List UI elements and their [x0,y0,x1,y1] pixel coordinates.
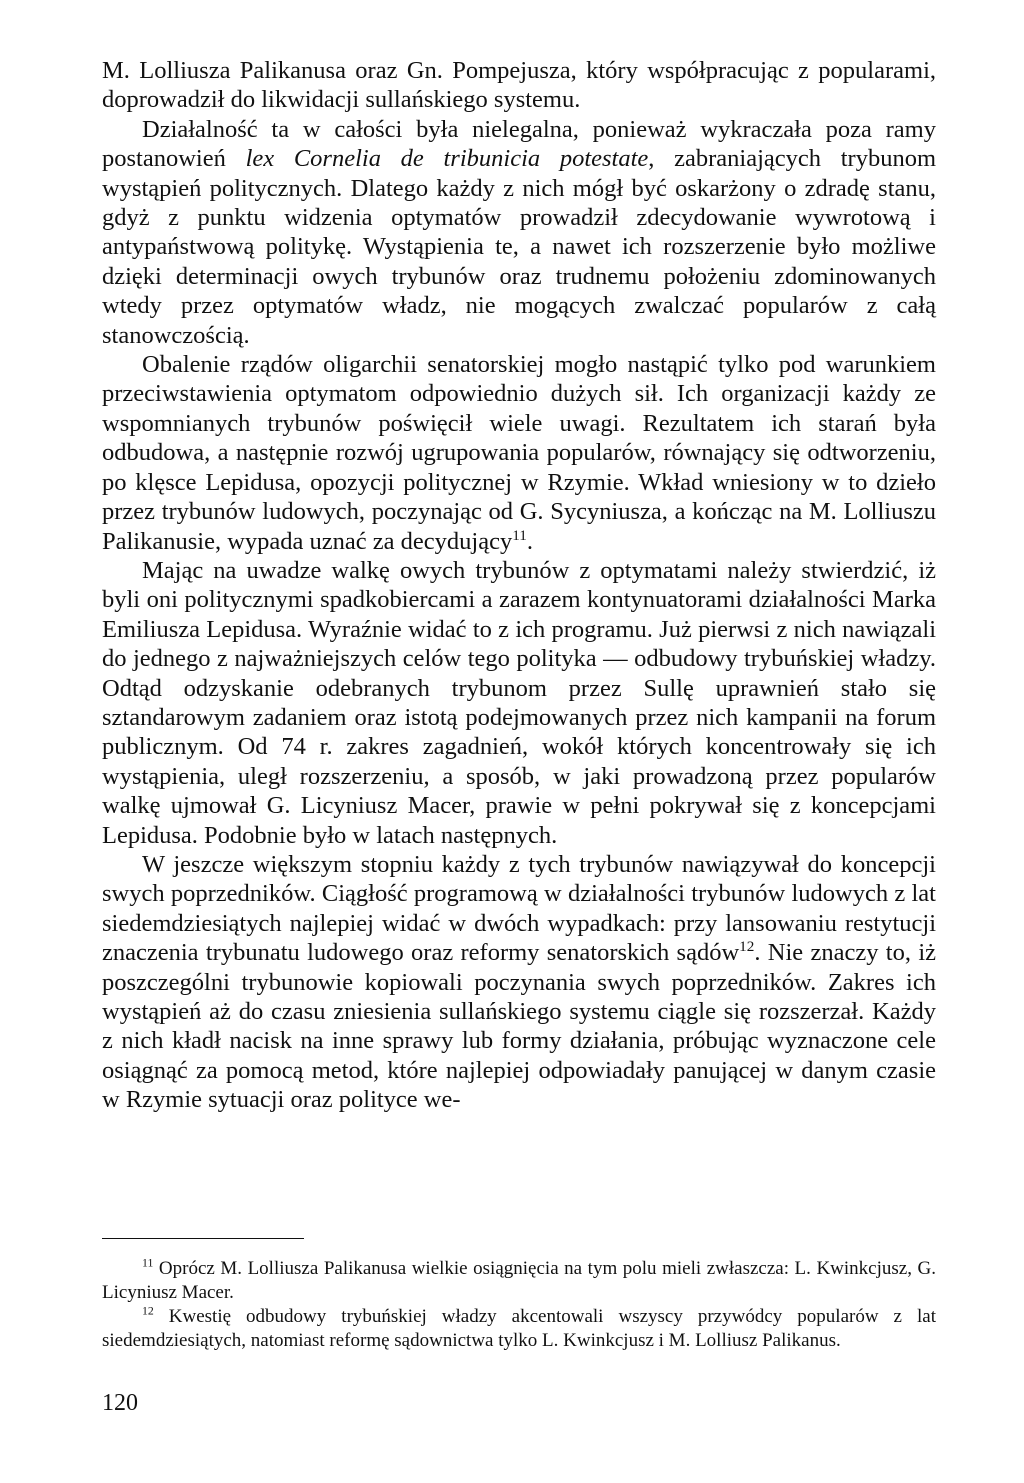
footnote-reference: 12 [739,938,755,956]
text-run: . Nie znaczy to, iż poszczególni trybunowie kopiowali poczynania swych poprzedników. Zakres ich wystąpień aż do czasu zniesienia sullańskiego systemu ciągle się rozszerzał. Każdy z nich kładł nacisk na inne sprawy lub formy działania, próbując wyznaczone cele osiągnąć za pomocą metod, które najlepiej odpowiadały panującej w danym czasie w Rzymie sytuacji oraz polityce we- [102,939,936,1114]
footnote-mark: 11 [142,1256,154,1270]
paragraph [102,556,936,850]
paragraph [102,56,936,115]
paragraph [102,115,936,350]
footnote [102,1305,936,1353]
text-run: Obalenie rządów oligarchii senatorskiej mogło nastąpić tylko pod warunkiem przeciwstawienia optymatom odpowiednio dużych sił. Ich organizacji każdy ze wspomnianych trybunów poświęcił wiele uwagi. Rezultatem ich starań była odbudowa, a następnie rozwój ugrupowania popularów, równający się odtworzeniu, po klęsce Lepidusa, opozycji politycznej w Rzymie. Wkład wniesiony w to dzieło przez trybunów ludowych, poczynając od G. Sycyniusza, a kończąc na M. Lolliuszu Palikanusie, wypada uznać za decydujący [102,351,936,555]
footnotes [102,1257,936,1353]
text-run: M. Lolliusza Palikanusa oraz Gn. Pompejusza, który współpracując z popularami, doprowadził do likwidacji sullańskiego systemu. [102,57,936,114]
footnote-separator [102,1238,304,1239]
text-run: Działalność ta w całości była nielegalna, ponieważ wykraczała poza ramy postanowień [102,115,936,173]
page-number: 120 [102,1390,138,1416]
main-text [102,56,936,1115]
footnote-reference: 11 [512,526,527,544]
italic-phrase: lex Cornelia de tribunicia potestate [245,145,649,173]
paragraph [102,350,936,556]
footnote-mark: 12 [142,1304,154,1318]
footnote [102,1257,936,1305]
text-run: W jeszcze większym stopniu każdy z tych trybunów nawiązywał do koncepcji swych poprzedników. Ciągłość programową w działalności trybunów ludowych z lat siedemdziesiątych najlepiej widać w dwóch wypadkach: przy lansowaniu restytucji znaczenia trybunatu ludowego oraz reformy senatorskich sądów [102,850,936,967]
footnote-text: Oprócz M. Lolliusza Palikanusa wielkie osiągnięcia na tym polu mieli zwłaszcza: L. Kwinkcjusz, G. Licyniusz Macer. [102,1258,936,1303]
text-run: . [526,527,533,555]
text-run: Mając na uwadze walkę owych trybunów z optymatami należy stwierdzić, iż byli oni politycznymi spadkobiercami a zarazem kontynuatorami działalności Marka Emiliusza Lepidusa. Wyraźnie widać to z ich programu. Już pierwsi z nich nawiązali do jednego z najważniejszych celów tego polityka — odbudowy trybuńskiej władzy. Odtąd odzyskanie odebranych trybunom przez Sullę uprawnień stało się sztandarowym zadaniem oraz istotą podejmowanych przez nich kampanii na forum publicznym. Od 74 r. zakres zagadnień, wokół których koncentrowały się ich wystąpienia, uległ rozszerzeniu, a sposób, w jaki prowadzoną przez popularów walkę ujmował G. Licyniusz Macer, prawie w pełni pokrywał się z koncepcjami Lepidusa. Podobnie było w latach następnych. [102,556,936,849]
text-run: , zabraniających trybunom wystąpień politycznych. Dlatego każdy z nich mógł być oskarżony o zdradę stanu, gdyż z punktu widzenia optymatów prowadził zdecydowanie wywrotową i antypaństwową politykę. Wystąpienia te, a nawet ich rozszerzenie było możliwe dzięki determinacji owych trybunów oraz trudnemu położeniu zdominowanych wtedy przez optymatów władz, nie mogących zwalczać popularów z całą stanowczością. [102,145,937,349]
footnote-text: Kwestię odbudowy trybuńskiej władzy akcentowali wszyscy przywódcy popularów z lat siedemdziesiątych, natomiast reformę sądownictwa tylko L. Kwinkcjusz i M. Lolliusz Palikanus. [102,1306,936,1351]
paragraph [102,850,936,1115]
